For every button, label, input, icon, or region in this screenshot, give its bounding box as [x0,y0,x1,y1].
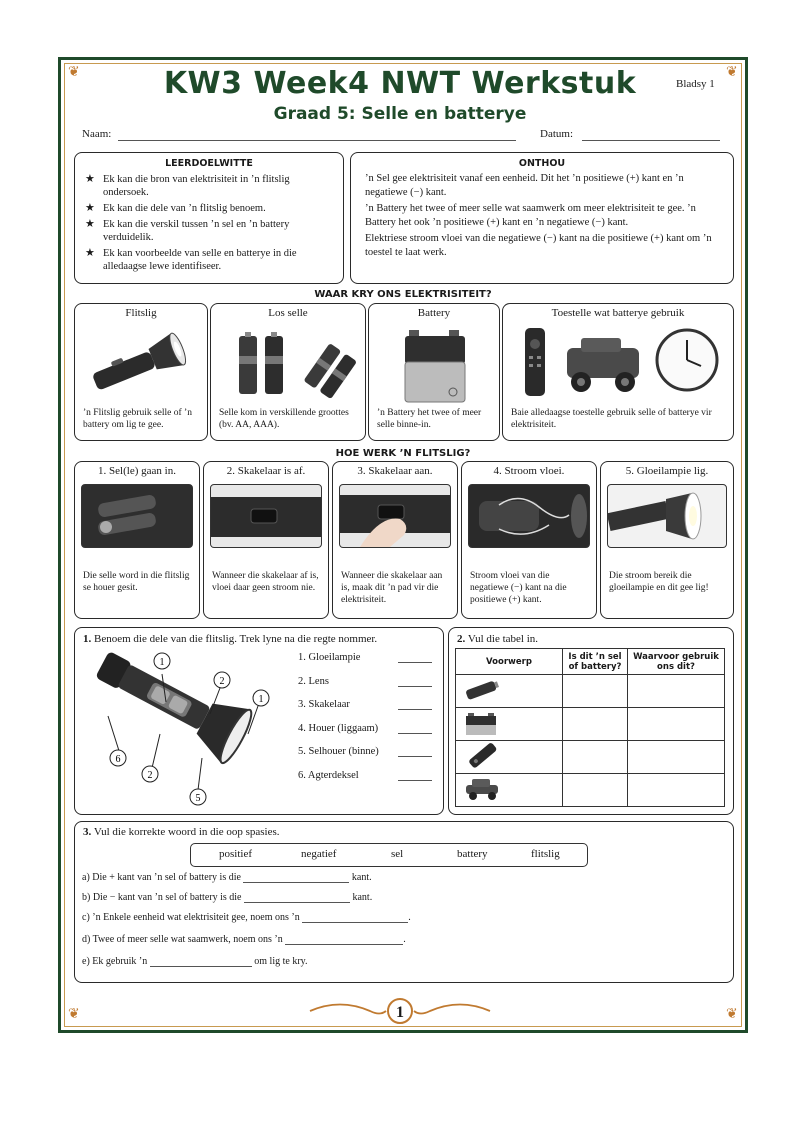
table-cell[interactable] [563,774,628,807]
footer-ornament-icon [300,996,500,1026]
card-title: 1. Sel(le) gaan in. [98,465,176,477]
objects-table [455,648,725,807]
corner-ornament-icon: ❦ [726,1007,738,1022]
answer-line[interactable] [398,756,432,757]
corner-ornament-icon: ❦ [68,1007,80,1022]
table-cell[interactable] [628,741,725,774]
list-item: 5. Selhouer (binne) [298,746,438,770]
star-icon: ★ [85,247,95,259]
answer-line[interactable] [398,709,432,710]
answer-blank[interactable] [285,944,403,945]
table-cell [456,741,563,774]
list-item: ★ Ek kan die verskil tussen ’n sel en ’n battery verduidelik. [85,218,290,243]
card-title: Battery [417,307,451,319]
step-image [339,484,451,548]
word-bank-item: negatief [301,848,337,860]
word-bank-item: battery [457,848,488,860]
cells-icon [219,322,359,402]
question-3-prompt [83,826,280,838]
name-label: Naam: [82,128,112,140]
callout-circle [110,750,126,766]
list-item: 2. Lens [298,676,438,700]
question-number: 1. [83,633,92,645]
name-field[interactable] [118,140,516,141]
question-text: Vul die tabel in. [467,633,539,645]
card-title: Los selle [268,307,308,319]
objectives-list [75,173,343,273]
parts-list [298,652,438,793]
table-cell[interactable] [628,708,725,741]
table-row [456,675,725,708]
devices-icon [511,322,727,402]
column-header: Voorwerp [456,649,563,675]
question-text: Vul die korrekte woord in die oop spasies. [93,826,280,838]
corner-ornament-icon: ❦ [726,65,738,80]
step-image [607,484,727,548]
card-title: 4. Stroom vloei. [493,465,565,477]
table-cell [456,675,563,708]
answer-line[interactable] [398,780,432,781]
question-2-prompt [457,633,538,645]
question-number: 3. [83,826,92,838]
card-caption: Selle kom in verskillende groottes (bv. AA, AAA). [219,408,349,430]
table-cell[interactable] [628,675,725,708]
table-row [456,741,725,774]
page-title: KW3 Week4 NWT Werkstuk [163,66,637,101]
reminder-box [350,152,734,284]
star-icon: ★ [85,202,95,214]
card-caption: Stroom vloei van die negatiewe (−) kant na die positiewe (+) kant. [470,571,567,605]
card-caption: Baie alledaagse toestelle gebruik selle of batterye vir elektrisiteit. [511,408,712,430]
svg-text:6: 6 [115,754,121,765]
card-caption: Die selle word in die flitslig se houer gesit. [83,571,190,593]
answer-blank[interactable] [243,882,349,883]
star-icon: ★ [85,173,95,185]
date-field[interactable] [582,140,720,141]
cells-in-holder-icon [82,485,193,547]
callout-circle [154,653,170,669]
switch-on-icon [340,485,451,547]
question-number: 2. [457,633,466,645]
list-item: ★ Ek kan die dele van ’n flitslig benoem. [85,202,266,214]
date-label: Datum: [540,128,573,140]
list-item: 1. Gloeilampie [298,652,438,676]
column-header: Waarvoor gebruik ons dit? [628,649,725,675]
list-item: 4. Houer (liggaam) [298,723,438,747]
step-card-2 [203,461,329,619]
card-title: Flitslig [125,307,157,319]
svg-text:1: 1 [258,694,264,705]
card-title: 5. Gloeilampie lig. [625,465,709,477]
corner-ornament-icon: ❦ [68,65,80,80]
bulb-lit-icon [608,485,727,547]
step-card-1 [74,461,200,619]
reminder-heading: ONTHOU [518,158,566,169]
answer-blank[interactable] [302,922,408,923]
fill-sentence-d: d) Twee of meer selle wat saamwerk, noem ons ’n . [82,934,406,945]
table-cell [456,708,563,741]
page-number: 1 [396,1004,404,1021]
list-item: ★ Ek kan voorbeelde van selle en batterye in die alledaagse lewe identifiseer. [85,247,297,272]
flashlight-diagram [80,648,290,810]
table-cell[interactable] [628,774,725,807]
objectives-box [74,152,344,284]
card-title: 2. Skakelaar is af. [226,465,306,477]
reminder-paragraph: ’n Sel gee elektrisiteit vanaf een eenheid. Dit het ’n positiewe (+) kant en ’n negatiewe (−) kant. [365,173,684,198]
question-text: Benoem die dele van die flitslig. Trek lyne na die regte nommer. [94,633,378,645]
card-caption: ’n Flitslig gebruik selle of ’n battery om lig te gee. [83,408,192,430]
word-bank-item: flitslig [531,848,560,860]
flashlight-icon [83,322,201,402]
table-cell [456,774,563,807]
step-card-5 [600,461,734,619]
word-bank [190,843,588,867]
card-caption: ’n Battery het twee of meer selle binne-in. [377,408,482,430]
source-card-devices [502,303,734,441]
answer-blank[interactable] [244,902,350,903]
page-footer [0,996,800,1031]
step-image [210,484,322,548]
callout-circle [142,766,158,782]
answer-line[interactable] [398,733,432,734]
switch-off-icon [211,485,322,547]
source-card-flashlight [74,303,208,441]
svg-text:2: 2 [147,770,153,781]
callout-circle [190,789,206,805]
reminder-paragraph: ’n Battery het twee of meer selle wat saamwerk om meer elektrisiteit te gee. ’n Battery het ook ’n positiewe (+) kant en ’n negatiewe (−) kant. [365,203,696,228]
page-label: Bladsy 1 [676,78,715,90]
step-image [468,484,590,548]
fill-sentence-a: a) Die + kant van ’n sel of battery is die kant. [82,872,372,883]
word-bank-item: positief [219,848,252,860]
question-1-prompt [83,633,377,645]
word-bank-item: sel [391,848,404,860]
card-caption: Die stroom bereik die gloeilampie en dit gee lig! [609,571,709,593]
table-cell[interactable] [563,741,628,774]
step-card-3 [332,461,458,619]
fill-sentence-c: c) ’n Enkele eenheid wat elektrisiteit gee, noem ons ’n . [82,912,411,923]
sources-heading: WAAR KRY ONS ELEKTRISITEIT? [314,289,492,300]
table-row [456,708,725,741]
table-row [456,774,725,807]
table-cell[interactable] [563,675,628,708]
objectives-heading: LEERDOELWITTE [165,158,253,169]
page-subtitle: Graad 5: Selle en batterye [273,104,527,124]
source-card-battery [368,303,500,441]
callout-circle [253,690,269,706]
current-flow-icon [469,485,590,547]
list-item: 6. Agterdeksel [298,770,438,794]
card-caption: Wanneer die skakelaar af is, vloei daar geen stroom nie. [212,571,319,593]
callout-circle [214,672,230,688]
remote-icon [462,743,502,769]
fill-sentence-e: e) Ek gebruik ’n om lig te kry. [82,956,308,967]
battery-icon [377,322,493,404]
toy-car-icon [460,776,504,802]
card-title: Toestelle wat batterye gebruik [551,307,685,319]
svg-text:2: 2 [219,676,225,687]
source-card-cells [210,303,366,441]
svg-text:1: 1 [159,657,165,668]
list-item: 3. Skakelaar [298,699,438,723]
card-caption: Wanneer die skakelaar aan is, maak dit ’n pad vir die elektrisiteit. [341,571,443,605]
list-item: ★ Ek kan die bron van elektrisiteit in ’n flitslig ondersoek. [85,173,290,198]
card-title: 3. Skakelaar aan. [357,465,433,477]
table-cell[interactable] [563,708,628,741]
star-icon: ★ [85,218,95,230]
step-image [81,484,193,548]
column-header: Is dit ’n sel of battery? [563,649,628,675]
battery-icon [462,710,502,736]
answer-blank[interactable] [150,966,252,967]
reminder-paragraph: Elektriese stroom vloei van die negatiewe (−) kant na die positiewe (+) kant om ’n toestel te laat werk. [365,233,712,258]
answer-line[interactable] [398,662,432,663]
cell-icon [462,678,502,702]
step-card-4 [461,461,597,619]
answer-line[interactable] [398,686,432,687]
how-heading: HOE WERK ’N FLITSLIG? [335,448,471,459]
svg-text:5: 5 [195,793,201,804]
fill-sentence-b: b) Die − kant van ’n sel of battery is die kant. [82,892,373,903]
